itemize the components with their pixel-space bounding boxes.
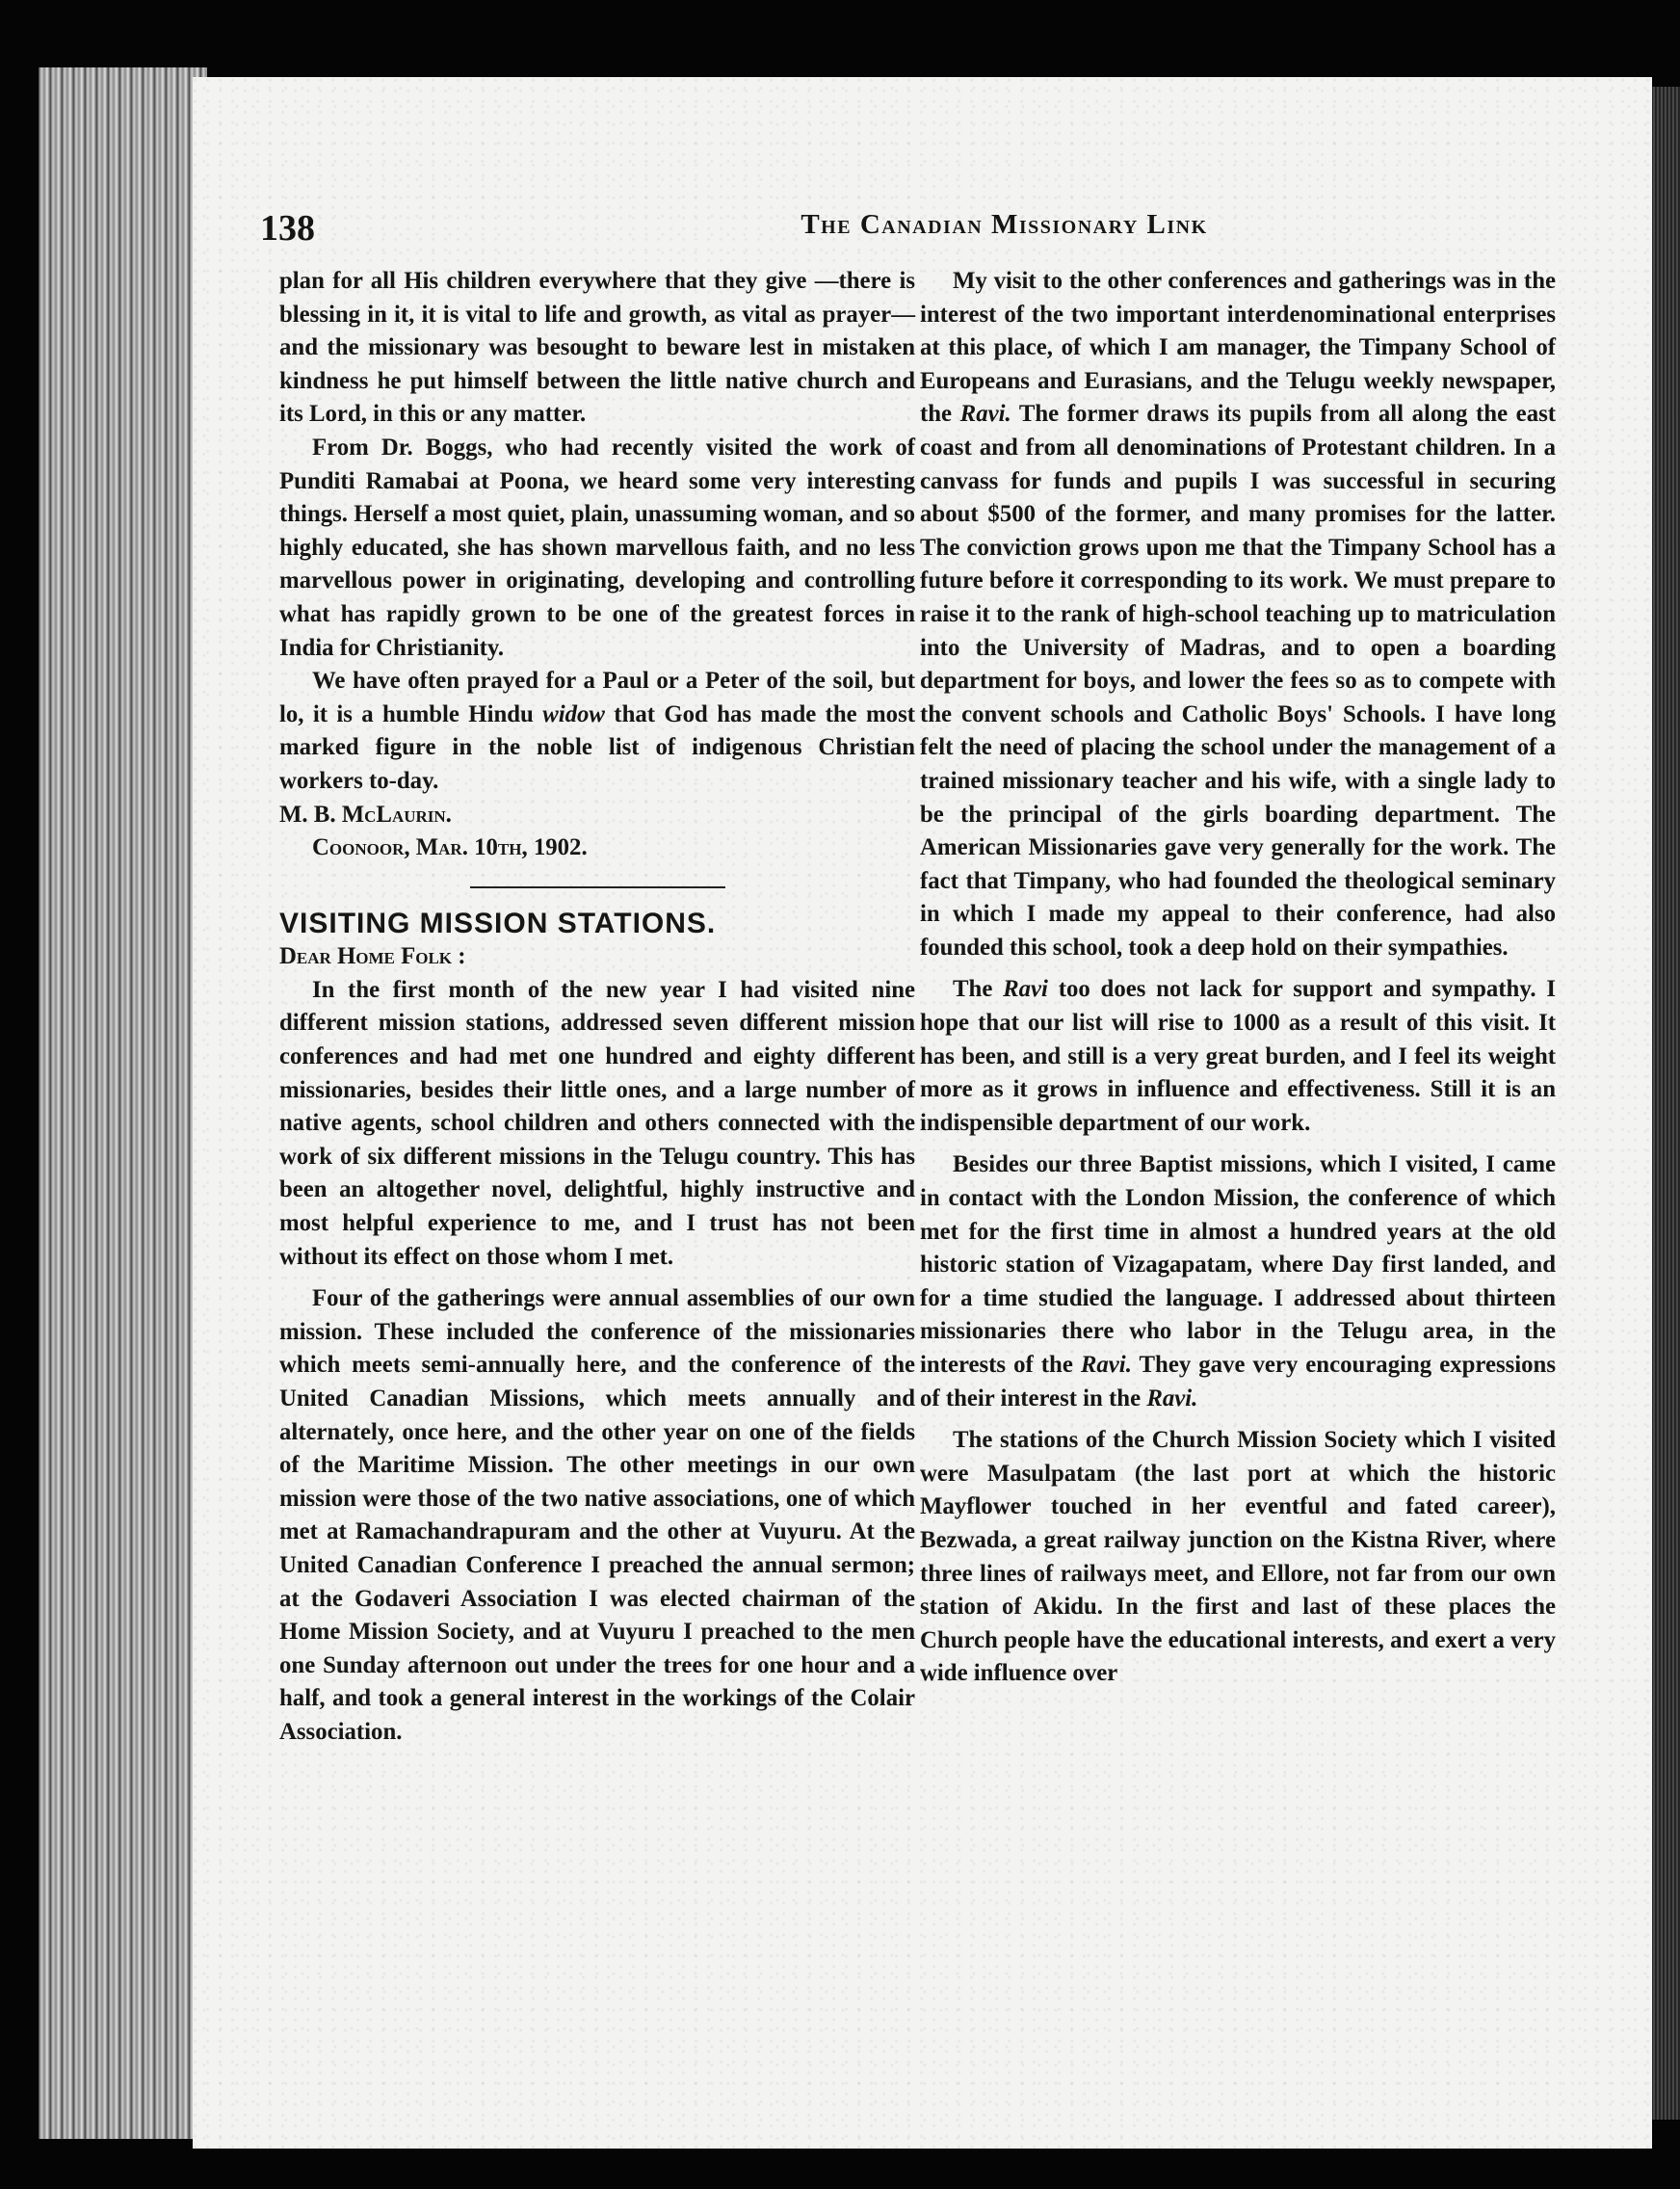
paragraph-continued: plan for all His children everywhere that they give —there is blessing in it, it is vital to life and growth, as vital as prayer—and the missionary was besought to beware lest in mistaken kindness he put himself between the little native church and its Lord, in this or any matter. — [279, 268, 915, 428]
emphasis-ravi: Ravi. — [1146, 1385, 1198, 1411]
paragraph-london-mission: Besides our three Baptist missions, which I visited, I came in contact with the London Mission, the conference of which met for the first time in almost a hundred years at the old historic station of Vizagapatam, where Day first landed, and for a time studied the language. I addressed about thirteen missionaries there who labor in the Telugu area, in the interests of the Ravi. They gave very encouraging expressions of their interest in the Ravi. — [920, 1151, 1556, 1411]
paragraph-ravi-support: The Ravi too does not lack for support and sympathy. I hope that our list will rise to 1000 as a result of this visit. It has been, and still is a very great burden, and I feel its weight more as it grows in influence and effectiveness. Still it is an indispensible department of our work. — [920, 976, 1556, 1136]
book-page-edges — [39, 67, 207, 2139]
emphasis-ravi: Ravi. — [1080, 1352, 1132, 1378]
journal-title: The Canadian Missionary Link — [801, 209, 1208, 240]
book-page — [193, 77, 1652, 2149]
paragraph-first-month: In the first month of the new year I had visited nine different mission stations, addressed seven different mission conferences and had met one hundred and eighty different missionaries, besides their little ones, and a large number of native agents, school children and others connected with the work of six different missions in the Telugu country. This has been an altogether novel, delightful, highly instructive and most helpful experience to me, and I trust has not been without its effect on those whom I met. — [279, 976, 915, 1270]
section-divider — [470, 886, 725, 888]
paragraph-boggs: From Dr. Boggs, who had recently visited the work of Punditi Ramabai at Poona, we heard some very interesting things. Herself a most quiet, plain, unassuming woman, and so highly educated, she has shown marvellous faith, and no less marvellous power in originating, developing and controlling what has rapidly grown to be one of the greatest forces in India for Christianity. — [279, 434, 915, 661]
paragraph-church-mission: The stations of the Church Mission Society which I visited were Masulpatam (the last port at which the historic Mayflower touched in her eventful and fated career), Bezwada, a great railway junction on the Kistna River, where three lines of railways meet, and Ellore, not far from our own station of Akidu. In the first and last of these places the Church people have the educational interests, and exert a very wide influence over — [920, 1427, 1556, 1687]
paragraph-visit: My visit to the other conferences and gatherings was in the interest of the two important interdenominational enterprises at this place, of which I am manager, the Timpany School of Europeans and Eurasians, and the Telugu weekly newspaper, the Ravi. The former draws its pupils from all along the east coast and from all denominations of Protestant children. In a canvass for funds and pupils I was successful in securing about $500 of the former, and many promises for the latter. The conviction grows upon me that the Timpany School has a future before it corresponding to its work. We must prepare to raise it to the rank of high-school teaching up to matriculation into the University of Madras, and to open a boarding department for boys, and lower the fees so as to compete with the convent schools and Catholic Boys' Schools. I have long felt the need of placing the school under the management of a trained missionary teacher and his wife, with a single lady to be the principal of the girls boarding department. The American Missionaries gave very generally for the work. The fact that Timpany, who had founded the theological seminary in which I made my appeal to their conference, had also founded this school, took a deep hold on their sympathies. — [920, 268, 1556, 961]
paragraph-widow: We have often prayed for a Paul or a Peter of the soil, but lo, it is a humble Hindu widow that God has made the most marked figure in the noble list of indigenous Christian workers to-day. — [279, 668, 915, 794]
emphasis-ravi: Ravi. — [959, 401, 1011, 428]
book-binding-edge — [1652, 87, 1680, 2120]
right-column — [920, 265, 1556, 1691]
dateline: Coonoor, Mar. 10th, 1902. — [312, 834, 588, 861]
author-signature: M. B. McLaurin. — [279, 801, 452, 828]
emphasis-ravi: Ravi — [1003, 976, 1048, 1003]
salutation: Dear Home Folk : — [279, 943, 466, 970]
section-heading: VISITING MISSION STATIONS. — [279, 907, 717, 939]
running-head — [260, 207, 1479, 255]
emphasis-widow: widow — [542, 700, 605, 727]
page-number: 138 — [260, 208, 315, 249]
left-column — [279, 265, 915, 1750]
paragraph-gatherings: Four of the gatherings were annual assemblies of our own mission. These included the conference of the missionaries which meets semi-annually here, and the conference of the United Canadian Missions, which meets annually and alternately, once here, and the other year on one of the fields of the Maritime Mission. The other meetings in our own mission were those of the two native associations, one of which met at Ramachandrapuram and the other at Vuyuru. At the United Canadian Conference I preached the annual sermon; at the Godaveri Association I was elected chairman of the Home Mission Society, and at Vuyuru I preached to the men one Sunday afternoon out under the trees for one hour and a half, and took a general interest in the workings of the Colair Association. — [279, 1285, 915, 1745]
